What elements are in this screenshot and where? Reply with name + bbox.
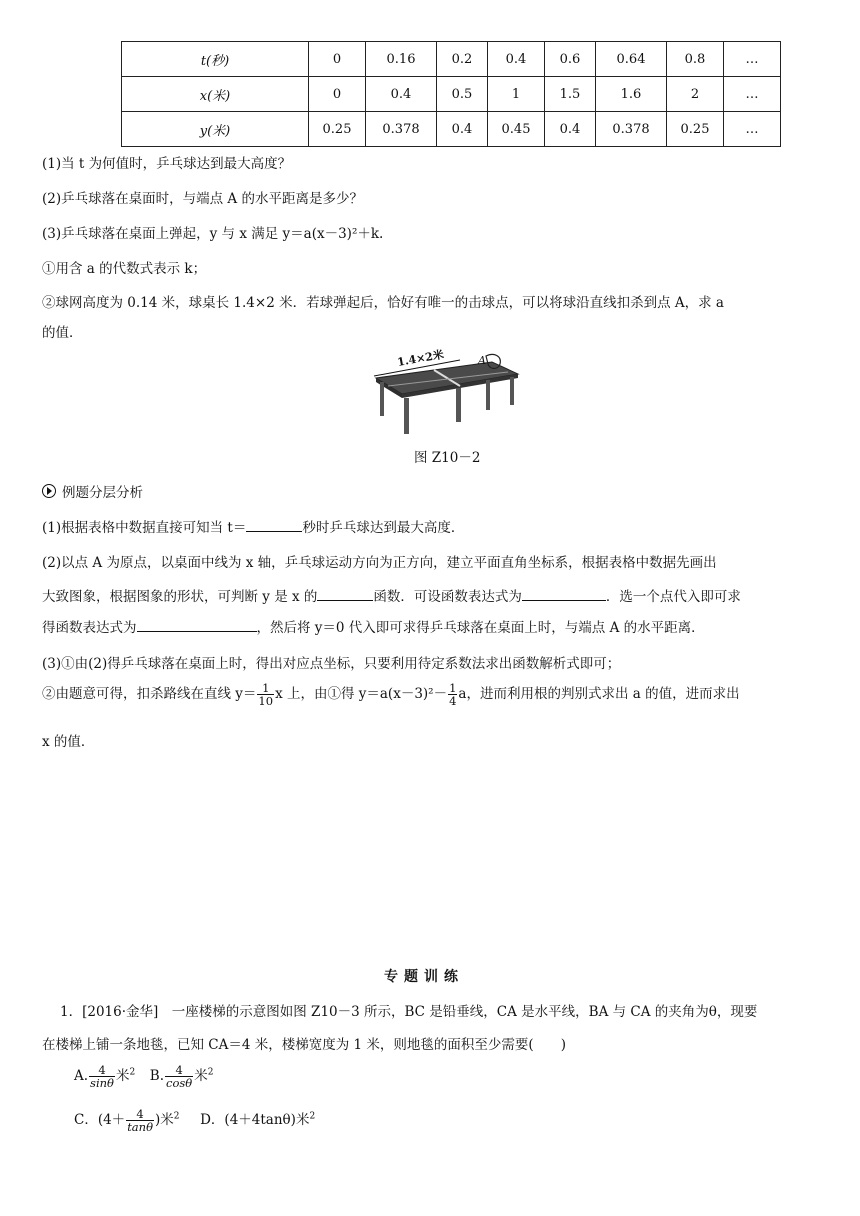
question-3-part-2: ②球网高度为 0.14 米，球桌长 1.4×2 米．若球弹起后，恰好有唯一的击球点，可以将球沿直线扣杀到点 A，求 a: [42, 295, 724, 311]
table-cell: 0.25: [309, 112, 366, 147]
table-cell: 2: [667, 77, 724, 112]
table-cell: 0.6: [545, 42, 596, 77]
analysis-text: ②由题意可得，扣杀路线在直线 y＝: [42, 686, 257, 702]
row-header: y(米): [122, 112, 309, 147]
option-b[interactable]: B. $\frac{4}{\cos\theta}$ 米$^2$: [149, 1063, 214, 1090]
data-table: [121, 41, 781, 147]
table-cell: 0: [309, 77, 366, 112]
table-tennis-table-illustration: [368, 348, 523, 438]
analysis-text: 得函数表达式为: [42, 620, 137, 636]
figure-caption: 图 Z10－2: [414, 450, 481, 466]
fraction: $\frac{4}{\tan\theta}$: [127, 1107, 153, 1134]
analysis-part-2-line-2: [42, 585, 741, 605]
option-d[interactable]: D．(4＋4tanθ)米$^2$: [200, 1111, 316, 1128]
play-circle-icon: [42, 484, 56, 498]
analysis-text: 大致图象，根据图象的形状，可判断 y 是 x 的: [42, 589, 318, 605]
table-cell: 0.378: [366, 112, 437, 147]
answer-blank: [137, 617, 257, 632]
analysis-part-3-line-2: [42, 682, 740, 707]
answer-blank: [246, 517, 302, 532]
analysis-part-3-line-3: x 的值．: [42, 734, 95, 750]
question-2: (2)乒乓球落在桌面时，与端点 A 的水平距离是多少？: [42, 191, 363, 207]
table-cell: …: [724, 112, 781, 147]
analysis-text: (1)根据表格中数据直接可知当 t＝: [42, 520, 247, 536]
fraction: $\frac{4}{\sin\theta}$: [90, 1063, 114, 1090]
analysis-part-2-line-3: [42, 616, 705, 636]
answer-blank: [317, 586, 373, 601]
row-header: x(米): [122, 77, 309, 112]
table-row: [122, 42, 781, 77]
analysis-text: ．选一个点代入即可求: [605, 589, 741, 605]
answer-blank: [522, 586, 606, 601]
table-cell: 0.64: [596, 42, 667, 77]
table-cell: …: [724, 77, 781, 112]
analysis-text: 秒时乒乓球达到最大高度．: [302, 520, 465, 536]
options-row-2: [74, 1108, 315, 1133]
question-1: (1)当 t 为何值时，乒乓球达到最大高度？: [42, 156, 292, 172]
table-cell: 1.5: [545, 77, 596, 112]
question-3-part-1: ①用含 a 的代数式表示 k；: [42, 261, 207, 277]
option-c[interactable]: C．(4＋ $\frac{4}{\tan\theta}$ )米$^2$: [74, 1107, 180, 1134]
fraction: $\frac{4}{\cos\theta}$: [166, 1063, 193, 1090]
length-label: 1.4×2米: [396, 348, 445, 369]
table-cell: 1: [488, 77, 545, 112]
analysis-text: x 上，由①得 y＝a(x－3)²－: [275, 686, 448, 702]
table-cell: 0.4: [437, 112, 488, 147]
analysis-part-3-line-1: (3)①由(2)得乒乓球落在桌面上时，得出对应点坐标，只要利用待定系数法求出函数解析式即可；: [42, 656, 621, 672]
table-cell: 0.4: [545, 112, 596, 147]
table-row: [122, 77, 781, 112]
table-row: [122, 112, 781, 147]
problem-1-line-1: 1．[2016·金华] 一座楼梯的示意图如图 Z10－3 所示，BC 是铅垂线，CA 是水平线，BA 与 CA 的夹角为θ，现要: [60, 1004, 758, 1020]
fraction-one-tenth: $\frac{1}{10}$: [258, 681, 274, 708]
table-cell: 0.4: [488, 42, 545, 77]
table-cell: 1.6: [596, 77, 667, 112]
analysis-header: [42, 481, 143, 501]
fraction-one-quarter: $\frac{1}{4}$: [449, 681, 457, 708]
table-cell: 0: [309, 42, 366, 77]
table-cell: 0.8: [667, 42, 724, 77]
problem-1-line-2: 在楼梯上铺一条地毯，已知 CA＝4 米，楼梯宽度为 1 米，则地毯的面积至少需要( ): [42, 1037, 566, 1053]
analysis-text: a，进而利用根的判别式求出 a 的值，进而求出: [458, 686, 740, 702]
table-cell: 0.16: [366, 42, 437, 77]
table-cell: 0.25: [667, 112, 724, 147]
row-header: t(秒): [122, 42, 309, 77]
option-a[interactable]: A. $\frac{4}{\sin\theta}$ 米$^2$: [74, 1063, 136, 1090]
analysis-text: ，然后将 y＝0 代入即可求得乒乓球落在桌面上时，与端点 A 的水平距离．: [256, 620, 705, 636]
table-cell: 0.2: [437, 42, 488, 77]
options-row-1: [74, 1064, 213, 1089]
point-a-label: A: [478, 354, 486, 367]
question-3: (3)乒乓球落在桌面上弹起，y 与 x 满足 y＝a(x－3)²＋k.: [42, 226, 384, 242]
analysis-part-2-line-1: (2)以点 A 为原点，以桌面中线为 x 轴，乒乓球运动方向为正方向，建立平面直角坐标系，根据表格中数据先画出: [42, 555, 717, 571]
table-cell: 0.378: [596, 112, 667, 147]
table-cell: 0.4: [366, 77, 437, 112]
analysis-text: 函数．可设函数表达式为: [373, 589, 522, 605]
table-cell: …: [724, 42, 781, 77]
section-title: 专题训练: [384, 969, 464, 985]
analysis-part-1: [42, 516, 464, 536]
analysis-title: 例题分层分析: [62, 485, 143, 501]
question-3-part-2-cont: 的值．: [42, 325, 83, 341]
table-cell: 0.5: [437, 77, 488, 112]
table-tennis-figure: [368, 348, 523, 438]
table-cell: 0.45: [488, 112, 545, 147]
